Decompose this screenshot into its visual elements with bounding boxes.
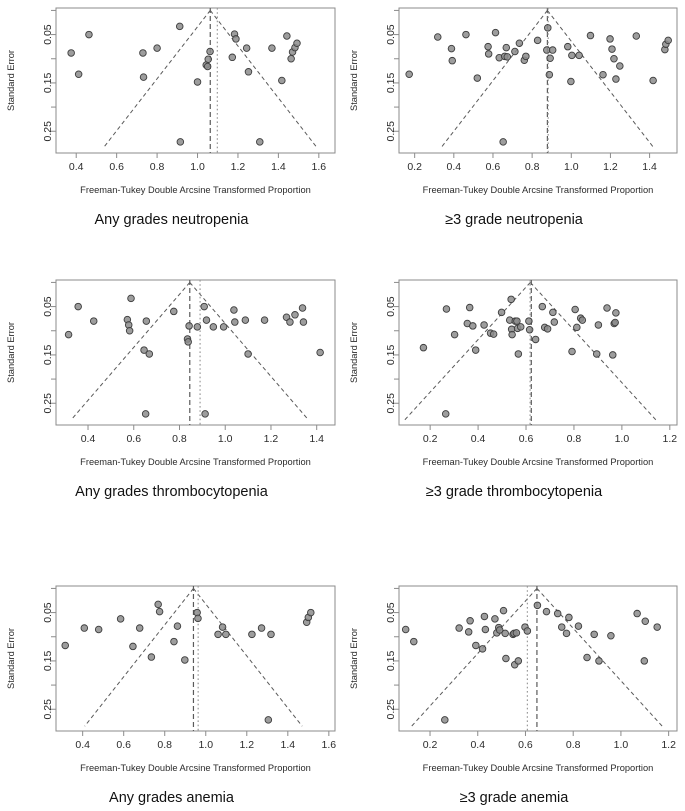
data-point: [526, 318, 533, 325]
data-point: [608, 632, 615, 639]
data-point: [534, 602, 541, 609]
data-point: [524, 628, 531, 635]
data-point: [473, 642, 480, 649]
data-point: [68, 50, 75, 57]
data-point: [406, 71, 413, 78]
x-tick-label: 0.4: [80, 433, 96, 445]
data-point: [532, 336, 539, 343]
data-point: [243, 45, 250, 52]
funnel-plot-svg-5: [343, 578, 685, 783]
data-point: [456, 625, 463, 632]
data-point: [215, 631, 222, 638]
data-point: [481, 613, 488, 620]
x-axis-title: Freeman-Tukey Double Arcsine Transformed Proportion: [422, 185, 654, 195]
data-point: [185, 339, 192, 346]
data-point: [492, 29, 499, 36]
data-point: [569, 348, 576, 355]
data-point: [633, 33, 640, 40]
data-point: [576, 52, 583, 59]
data-point: [513, 630, 520, 637]
data-point: [220, 324, 227, 331]
data-point: [481, 322, 488, 329]
x-tick-label: 1.0: [614, 433, 630, 445]
data-point: [442, 411, 449, 418]
x-tick-label: 0.8: [172, 433, 187, 445]
plot-area-any-grades-anemia: [0, 578, 343, 783]
data-point: [207, 48, 214, 55]
data-point: [156, 608, 163, 615]
data-point: [564, 43, 571, 50]
data-point: [587, 32, 594, 39]
panel-caption-any-grades-anemia: Any grades anemia: [109, 790, 234, 806]
x-tick-label: 1.0: [198, 739, 214, 751]
data-point: [194, 79, 201, 86]
data-point: [81, 625, 88, 632]
data-point: [143, 318, 150, 325]
x-tick-label: 1.4: [280, 739, 296, 751]
data-point: [500, 139, 507, 146]
data-point: [593, 351, 600, 358]
panel-caption-any-grades-neutropenia: Any grades neutropenia: [94, 212, 249, 228]
x-tick-label: 0.6: [485, 161, 501, 173]
panel-grade3-anemia: [343, 578, 685, 806]
data-point: [410, 638, 417, 645]
data-point: [420, 344, 427, 351]
data-point: [492, 616, 499, 623]
data-point: [256, 139, 263, 146]
data-point: [463, 31, 470, 38]
data-point: [500, 607, 507, 614]
y-tick-label: 0.25: [42, 393, 54, 414]
data-point: [617, 63, 624, 70]
funnel-plot-svg-0: [0, 0, 343, 205]
x-tick-label: 1.2: [263, 433, 279, 445]
data-point: [62, 642, 69, 649]
data-point: [154, 45, 161, 52]
x-tick-label: 0.2: [422, 433, 438, 445]
data-point: [136, 625, 143, 632]
x-tick-label: 0.2: [422, 739, 438, 751]
data-point: [268, 631, 275, 638]
data-point: [245, 69, 252, 76]
data-point: [517, 324, 524, 331]
x-tick-label: 1.4: [271, 161, 286, 173]
data-point: [279, 77, 286, 84]
data-point: [86, 31, 93, 38]
data-point: [284, 33, 291, 40]
data-point: [210, 324, 217, 331]
panel-any-grades-thrombocytopenia: [0, 272, 343, 500]
data-point: [544, 326, 551, 333]
funnel-plot-svg-2: [0, 272, 343, 477]
x-axis-title: Freeman-Tukey Double Arcsine Transformed Proportion: [422, 763, 654, 773]
funnel-plot-svg-1: [343, 0, 685, 205]
funnel-boundary-right: [530, 282, 656, 420]
data-point: [516, 40, 523, 47]
x-tick-label: 1.2: [661, 739, 676, 751]
funnel-plot-svg-4: [0, 578, 343, 783]
x-tick-label: 1.2: [603, 161, 618, 173]
y-axis-title: Standard Error: [6, 322, 16, 383]
data-point: [470, 323, 477, 330]
x-tick-label: 1.0: [217, 433, 233, 445]
data-point: [467, 618, 474, 625]
data-point: [186, 323, 193, 330]
x-tick-label: 0.4: [470, 739, 486, 751]
data-point: [474, 75, 481, 82]
panel-grade3-neutropenia: [343, 0, 685, 228]
x-tick-label: 0.6: [116, 739, 132, 751]
data-point: [595, 322, 602, 329]
panel-grade3-thrombocytopenia: [343, 272, 685, 500]
data-point: [512, 48, 519, 55]
data-point: [448, 45, 455, 52]
data-point: [402, 626, 409, 633]
y-tick-label: 0.25: [42, 699, 54, 720]
x-tick-label: 1.2: [662, 433, 678, 445]
x-tick-label: 1.0: [563, 161, 579, 173]
x-tick-label: 0.8: [157, 739, 173, 751]
data-point: [490, 331, 497, 338]
y-tick-label: 0.15: [42, 344, 54, 366]
data-point: [205, 56, 212, 63]
data-point: [503, 44, 510, 51]
data-point: [202, 411, 209, 418]
data-point: [261, 317, 268, 324]
data-point: [604, 305, 611, 312]
y-tick-label: 0.15: [42, 650, 54, 672]
data-point: [443, 306, 450, 313]
data-point: [558, 624, 565, 631]
data-point: [650, 77, 657, 84]
data-point: [245, 351, 252, 358]
data-point: [75, 71, 82, 78]
x-tick-label: 0.8: [149, 161, 165, 173]
data-point: [232, 319, 239, 326]
data-point: [575, 623, 582, 630]
data-point: [449, 57, 456, 64]
data-point: [551, 319, 558, 326]
data-point: [170, 308, 177, 315]
x-tick-label: 0.4: [446, 161, 462, 173]
y-axis-title: Standard Error: [349, 322, 359, 383]
plot-area-grade3-neutropenia: [343, 0, 685, 205]
y-tick-label: 0.05: [385, 296, 397, 317]
y-axis-title: Standard Error: [349, 628, 359, 689]
data-point: [634, 610, 641, 617]
data-point: [75, 303, 82, 310]
data-point: [294, 40, 301, 47]
data-point: [249, 631, 256, 638]
data-point: [182, 657, 189, 664]
data-point: [482, 626, 489, 633]
data-point: [204, 63, 211, 70]
data-point: [229, 54, 236, 61]
x-tick-label: 0.6: [126, 433, 142, 445]
data-point: [554, 610, 561, 617]
panel-any-grades-anemia: [0, 578, 343, 806]
x-tick-label: 1.2: [230, 161, 246, 173]
x-tick-label: 0.6: [518, 739, 533, 751]
data-point: [177, 139, 184, 146]
data-point: [563, 630, 570, 637]
x-tick-label: 0.8: [565, 739, 581, 751]
data-point: [508, 296, 515, 303]
data-point: [171, 638, 178, 645]
data-point: [174, 623, 181, 630]
data-point: [613, 76, 620, 83]
plot-area-grade3-anemia: [343, 578, 685, 783]
data-point: [65, 331, 72, 338]
data-point: [466, 304, 473, 311]
data-point: [128, 295, 135, 302]
y-tick-label: 0.25: [42, 121, 54, 142]
data-point: [130, 643, 137, 650]
data-point: [300, 319, 307, 326]
data-point: [203, 317, 210, 324]
data-point: [534, 37, 541, 44]
data-point: [641, 658, 648, 665]
data-point: [502, 630, 509, 637]
data-point: [549, 47, 556, 54]
data-point: [568, 78, 575, 85]
data-point: [579, 317, 586, 324]
data-point: [607, 36, 614, 43]
data-point: [550, 309, 557, 316]
x-tick-label: 0.8: [566, 433, 582, 445]
data-point: [642, 618, 649, 625]
funnel-plot-svg-3: [343, 272, 685, 477]
x-tick-label: 0.2: [407, 161, 422, 173]
y-tick-label: 0.05: [42, 296, 54, 317]
x-tick-label: 0.4: [68, 161, 84, 173]
plot-area-any-grades-neutropenia: [0, 0, 343, 205]
data-point: [612, 319, 619, 326]
data-point: [299, 305, 306, 312]
data-point: [142, 411, 149, 418]
x-tick-label: 1.6: [321, 739, 337, 751]
data-point: [485, 51, 492, 58]
x-tick-label: 0.6: [518, 433, 534, 445]
y-tick-label: 0.05: [385, 602, 397, 623]
y-axis-title: Standard Error: [6, 628, 16, 689]
data-point: [176, 23, 183, 30]
y-tick-label: 0.25: [385, 121, 397, 142]
data-point: [515, 658, 522, 665]
y-tick-label: 0.25: [385, 393, 397, 414]
data-point: [566, 614, 573, 621]
data-point: [140, 50, 147, 57]
funnel-boundary-right: [547, 10, 654, 148]
data-point: [609, 46, 616, 53]
funnel-boundary-left: [103, 10, 210, 148]
data-point: [442, 717, 449, 724]
data-point: [465, 629, 472, 636]
data-point: [140, 74, 147, 81]
data-point: [269, 45, 276, 52]
funnel-boundary-right: [210, 10, 317, 148]
data-point: [194, 324, 201, 331]
data-point: [288, 55, 295, 62]
data-point: [434, 34, 441, 41]
data-point: [146, 351, 153, 358]
y-axis-title: Standard Error: [349, 50, 359, 111]
data-point: [148, 654, 155, 661]
data-point: [584, 654, 591, 661]
y-tick-label: 0.05: [385, 24, 397, 45]
y-tick-label: 0.15: [385, 650, 397, 672]
panel-caption-any-grades-thrombocytopenia: Any grades thrombocytopenia: [75, 484, 268, 500]
y-tick-label: 0.05: [42, 24, 54, 45]
data-point: [544, 25, 551, 32]
data-point: [596, 658, 603, 665]
x-tick-label: 0.6: [109, 161, 124, 173]
data-point: [485, 43, 492, 50]
x-axis-title: Freeman-Tukey Double Arcsine Transformed Proportion: [80, 457, 311, 467]
x-tick-label: 1.4: [642, 161, 657, 173]
data-point: [569, 52, 576, 59]
data-point: [223, 631, 230, 638]
funnel-boundary-left: [71, 282, 190, 420]
y-tick-label: 0.15: [42, 72, 54, 94]
data-point: [572, 306, 579, 313]
plot-area-grade3-thrombocytopenia: [343, 272, 685, 477]
data-point: [665, 37, 672, 44]
data-point: [611, 55, 618, 62]
x-tick-label: 1.2: [239, 739, 255, 751]
funnel-boundary-right: [193, 588, 302, 726]
data-point: [265, 717, 272, 724]
data-point: [117, 616, 124, 623]
funnel-boundary-left: [85, 588, 194, 726]
data-point: [90, 318, 97, 325]
data-point: [479, 646, 486, 653]
panel-caption-grade3-anemia: ≥3 grade anemia: [459, 790, 569, 806]
data-point: [233, 36, 240, 43]
data-point: [523, 53, 530, 60]
x-tick-label: 0.8: [524, 161, 540, 173]
data-point: [242, 317, 249, 324]
x-axis-title: Freeman-Tukey Double Arcsine Transformed Proportion: [80, 763, 311, 773]
data-point: [503, 655, 510, 662]
data-point: [472, 347, 479, 354]
x-tick-label: 1.4: [309, 433, 325, 445]
data-point: [451, 331, 458, 338]
data-point: [498, 309, 505, 316]
data-point: [307, 609, 314, 616]
data-point: [95, 626, 102, 633]
data-point: [287, 319, 294, 326]
data-point: [546, 71, 553, 78]
data-point: [317, 349, 324, 356]
data-point: [292, 312, 299, 319]
data-point: [504, 54, 511, 61]
data-point: [654, 624, 661, 631]
data-point: [543, 608, 550, 615]
data-point: [219, 624, 226, 631]
panel-any-grades-neutropenia: [0, 0, 343, 228]
data-point: [509, 331, 516, 338]
x-tick-label: 1.0: [190, 161, 205, 173]
y-tick-label: 0.25: [385, 699, 397, 720]
data-point: [539, 303, 546, 310]
x-tick-label: 0.4: [470, 433, 486, 445]
panel-caption-grade3-neutropenia: ≥3 grade neutropenia: [445, 212, 583, 228]
data-point: [514, 318, 521, 325]
data-point: [574, 324, 581, 331]
data-point: [600, 71, 607, 78]
data-point: [126, 327, 133, 334]
y-axis-title: Standard Error: [6, 50, 16, 111]
y-tick-label: 0.05: [42, 602, 54, 623]
panel-caption-grade3-thrombocytopenia: ≥3 grade thrombocytopenia: [425, 484, 603, 500]
data-point: [515, 351, 522, 358]
x-tick-label: 1.6: [311, 161, 327, 173]
x-axis-title: Freeman-Tukey Double Arcsine Transformed Proportion: [80, 185, 311, 195]
x-axis-title: Freeman-Tukey Double Arcsine Transformed Proportion: [422, 457, 654, 467]
data-point: [155, 601, 162, 608]
y-tick-label: 0.15: [385, 72, 397, 94]
plot-area-any-grades-thrombocytopenia: [0, 272, 343, 477]
x-tick-label: 0.4: [75, 739, 90, 751]
data-point: [591, 631, 598, 638]
data-point: [231, 307, 238, 314]
data-point: [609, 352, 616, 359]
y-tick-label: 0.15: [385, 344, 397, 366]
data-point: [526, 326, 533, 333]
data-point: [195, 615, 202, 622]
data-point: [547, 55, 554, 62]
data-point: [201, 303, 208, 310]
x-tick-label: 1.0: [613, 739, 629, 751]
data-point: [258, 625, 265, 632]
data-point: [613, 310, 620, 317]
